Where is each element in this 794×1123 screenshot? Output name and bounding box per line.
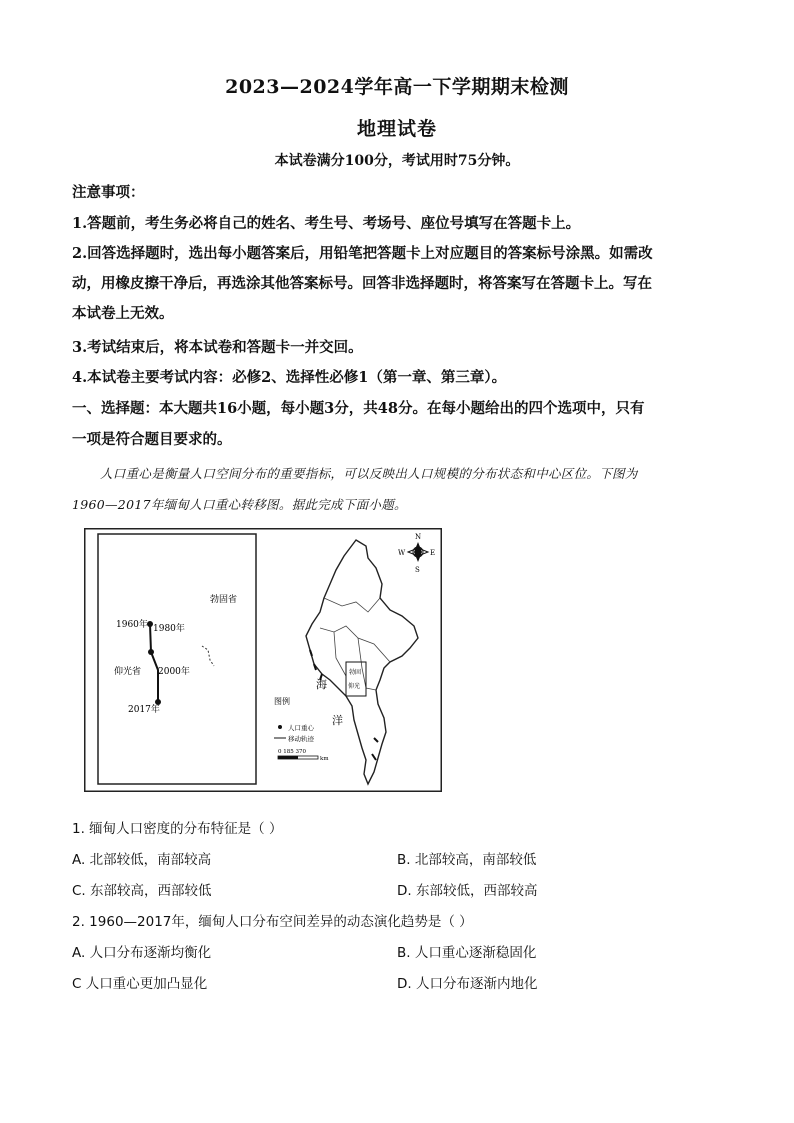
label-province-w: 仰光省: [114, 667, 142, 677]
question-stem: 1. 缅甸人口密度的分布特征是（ ）: [72, 821, 283, 837]
label-1960: 1960年: [116, 620, 148, 630]
label-2000: 2000年: [158, 667, 190, 677]
center-point-2000: [148, 649, 154, 655]
legend-line-label: 移动轨迹: [288, 735, 314, 743]
notice-line: 4.本试卷主要考试内容：必修2、选择性必修1（第一章、第三章）。: [72, 369, 507, 386]
scale-unit: km: [320, 756, 329, 762]
intro-line: 人口重心是衡量人口空间分布的重要指标，可以反映出人口规模的分布状态和中心区位。下图为: [100, 466, 638, 481]
notice-line: 2.回答选择题时，选出每小题答案后，用铅笔把答题卡上对应题目的答案标号涂黑。如需改: [72, 245, 653, 262]
option-d[interactable]: D. 人口分布逐渐内地化: [397, 976, 538, 992]
population-center-map: [84, 528, 442, 792]
compass-e: E: [430, 549, 436, 557]
notice-line: 动，用橡皮擦干净后，再选涂其他答案标号。回答非选择题时，将答案写在答题卡上。写在: [72, 275, 652, 292]
inset-frame: [98, 534, 256, 784]
scale-label: 0 185 370: [278, 749, 306, 755]
label-inset-1: 勃固: [349, 669, 362, 676]
compass-s: S: [415, 566, 420, 574]
option-c[interactable]: C. 东部较高，西部较低: [72, 883, 212, 899]
exam-title: 2023—2024学年高一下学期期末检测: [225, 76, 569, 98]
section-heading: 一、选择题：本大题共16小题，每小题3分，共48分。在每小题给出的四个选项中，只有: [72, 400, 645, 417]
province-boundary: [202, 646, 214, 666]
movement-track: [150, 624, 158, 702]
exam-subtitle: 地理试卷: [356, 118, 437, 140]
option-b[interactable]: B. 北部较高，南部较低: [397, 852, 537, 868]
legend-title: 图例: [274, 697, 290, 706]
option-b[interactable]: B. 人口重心逐渐稳固化: [397, 945, 537, 961]
compass-w: W: [398, 549, 406, 557]
notice-line: 3.考试结束后，将本试卷和答题卡一并交回。: [72, 339, 363, 356]
section-heading: 一项是符合题目要求的。: [72, 431, 232, 448]
label-1980: 1980年: [153, 624, 185, 634]
option-c[interactable]: C 人口重心更加凸显化: [72, 976, 208, 992]
label-2017: 2017年: [128, 705, 160, 715]
label-sea-2: 洋: [332, 714, 343, 727]
compass-n: N: [415, 533, 422, 541]
option-a[interactable]: A. 人口分布逐渐均衡化: [72, 945, 212, 961]
notice-line: 本试卷上无效。: [72, 305, 174, 322]
compass-icon: [408, 542, 428, 562]
label-inset-2: 仰光: [348, 683, 361, 690]
legend-point-label: 人口重心: [288, 724, 314, 732]
notice-line: 1.答题前，考生务必将自己的姓名、考生号、考场号、座位号填写在答题卡上。: [72, 215, 581, 232]
option-a[interactable]: A. 北部较低，南部较高: [72, 852, 212, 868]
question-stem: 2. 1960—2017年，缅甸人口分布空间差异的动态演化趋势是（ ）: [72, 914, 473, 930]
option-d[interactable]: D. 东部较低，西部较高: [397, 883, 538, 899]
label-province-ne: 勃固省: [210, 595, 238, 605]
legend-point-icon: [278, 725, 282, 729]
exam-info: 本试卷满分100分，考试用时75分钟。: [274, 153, 520, 169]
notice-heading: 注意事项：: [72, 184, 145, 201]
intro-line: 1960—2017年缅甸人口重心转移图。据此完成下面小题。: [72, 497, 407, 512]
label-sea-1: 海: [316, 678, 327, 691]
